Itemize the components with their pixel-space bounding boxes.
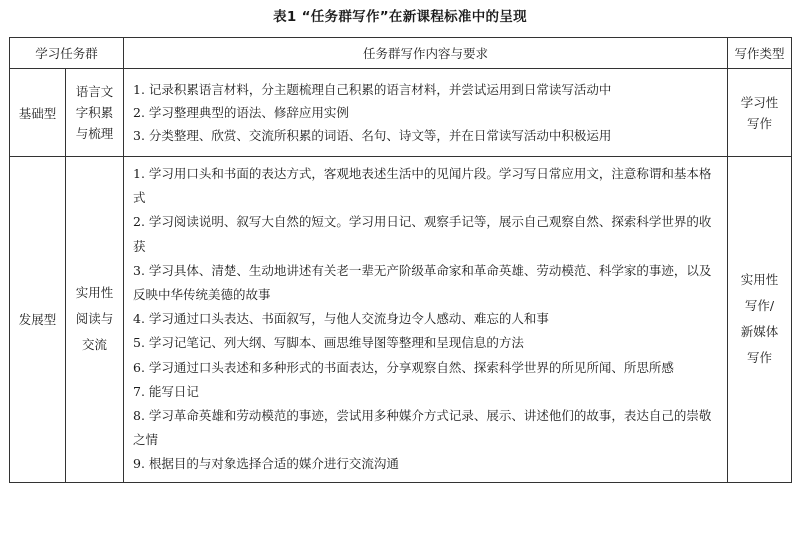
requirement-item: 3. 学习具体、清楚、生动地讲述有关老一辈无产阶级革命家和革命英雄、劳动模范、科学家的事迹，以及反映中华传统美德的故事 [133, 262, 712, 303]
requirement-item: 7. 能写日记 [133, 383, 199, 399]
table-row-basic [10, 69, 792, 157]
table-row-development [10, 157, 792, 483]
level-cell: 发展型 [10, 157, 66, 483]
header-content: 任务群写作内容与要求 [124, 38, 728, 69]
type-line: 写作 [747, 350, 773, 366]
task-line: 交流 [82, 337, 108, 353]
level-cell: 基础型 [10, 69, 66, 157]
type-line: 新媒体 [740, 324, 779, 340]
requirement-item: 1. 记录积累语言材料，分主题梳理自己积累的语言材料，并尝试运用到日常读写活动中 [133, 82, 612, 97]
task-group-cell [66, 157, 124, 483]
requirement-item: 2. 学习整理典型的语法、修辞应用实例 [133, 105, 349, 120]
requirement-item: 5. 学习记笔记、列大纲、写脚本、画思维导图等整理和呈现信息的方法 [133, 335, 524, 351]
requirement-item: 2. 学习阅读说明、叙写大自然的短文。学习用日记、观察手记等，展示自己观察自然、探索科学世界的收获 [133, 214, 712, 254]
writing-task-table [9, 37, 792, 483]
requirement-item: 8. 学习革命英雄和劳动模范的事迹，尝试用多种媒介方式记录、展示、讲述他们的故事，表达自己的崇敬之情 [133, 408, 712, 448]
requirements-cell [124, 157, 728, 483]
requirement-item: 4. 学习通过口头表达、书面叙写，与他人交流身边令人感动、难忘的人和事 [133, 311, 549, 327]
task-group-cell [66, 69, 124, 157]
header-task-group: 学习任务群 [10, 38, 124, 69]
requirement-item: 3. 分类整理、欣赏、交流所积累的词语、名句、诗文等，并在日常读写活动中积极运用 [133, 128, 612, 143]
task-line: 语言文 [75, 84, 114, 99]
requirements-cell [124, 69, 728, 157]
type-line: 实用性 [740, 272, 779, 288]
type-line: 学习性 [740, 94, 779, 110]
requirement-item: 6. 学习通过口头表述和多种形式的书面表达，分享观察自然、探索科学世界的所见所闻、所思所感 [133, 359, 674, 375]
type-line: 写作 [747, 115, 773, 131]
task-line: 字积累 [75, 105, 114, 120]
writing-type-cell [728, 157, 792, 483]
task-line: 与梳理 [75, 126, 114, 141]
requirement-item: 9. 根据目的与对象选择合适的媒介进行交流沟通 [133, 456, 399, 472]
writing-type-cell [728, 69, 792, 157]
requirement-item: 1. 学习用口头和书面的表达方式，客观地表述生活中的见闻片段。学习写日常应用文，注意称谓和基本格式 [133, 166, 712, 206]
header-writing-type: 写作类型 [728, 38, 792, 69]
header-row [10, 38, 792, 69]
task-line: 实用性 [75, 285, 114, 301]
type-line: 写作/ [744, 298, 775, 314]
task-line: 阅读与 [75, 311, 114, 327]
table-caption: 表1 “任务群写作”在新课程标准中的呈现 [273, 9, 527, 25]
